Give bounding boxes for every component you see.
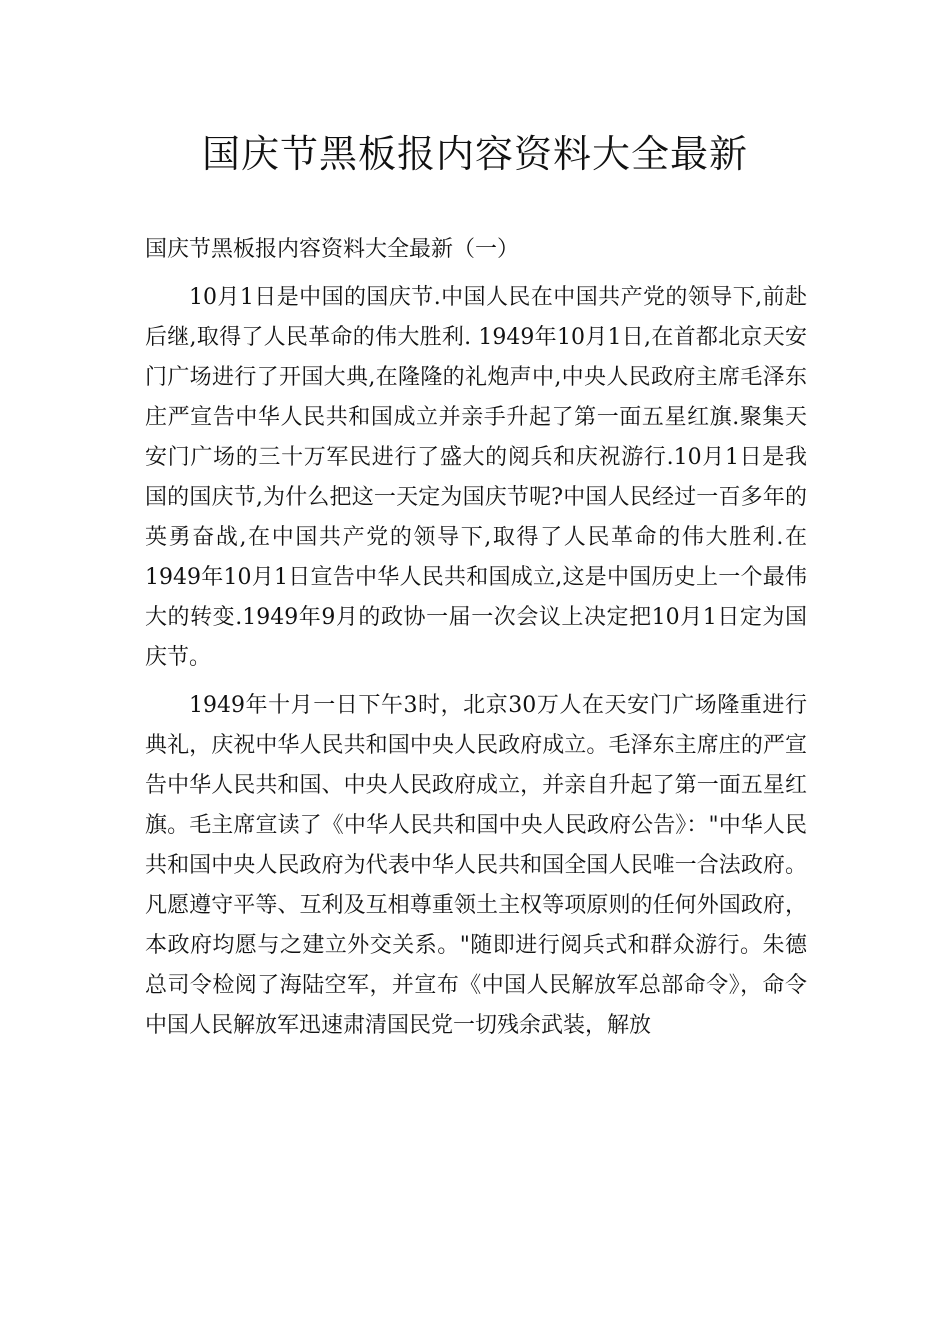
paragraph-2: 1949年十月一日下午3时，北京30万人在天安门广场隆重进行典礼，庆祝中华人民共和国中央人民政府成立。毛泽东主席庄的严宣告中华人民共和国、中央人民政府成立，并亲自升起了第一面五星红旗。毛主席宣读了《中华人民共和国中央人民政府公告》："中华人民共和国中央人民政府为代表中华人民共和国全国人民唯一合法政府。凡愿遵守平等、互利及互相尊重领土主权等项原则的任何外国政府，本政府均愿与之建立外交关系。"随即进行阅兵式和群众游行。朱德总司令检阅了海陆空军，并宣布《中国人民解放军总部命令》，命令中国人民解放军迅速肃清国民党一切残余武装，解放 [145, 693, 807, 1038]
paragraph-1: 10月1日是中国的国庆节.中国人民在中国共产党的领导下,前赴后继,取得了人民革命的伟大胜利. 1949年10月1日,在首都北京天安门广场进行了开国大典,在隆隆的礼炮声中,中央人民政府主席毛泽东庄严宣告中华人民共和国成立并亲手升起了第一面五星红旗.聚集天安门广场的三十万军民进行了盛大的阅兵和庆祝游行.10月1日是我国的国庆节,为什么把这一天定为国庆节呢?中国人民经过一百多年的英勇奋战,在中国共产党的领导下,取得了人民革命的伟大胜利.在1949年10月1日宣告中华人民共和国成立,这是中国历史上一个最伟大的转变.1949年9月的政协一届一次会议上决定把10月1日定为国庆节。 [145, 285, 807, 670]
document-title: 国庆节黑板报内容资料大全最新 [201, 132, 748, 176]
document-body [145, 230, 807, 1054]
section-heading: 国庆节黑板报内容资料大全最新（一） [145, 237, 520, 262]
